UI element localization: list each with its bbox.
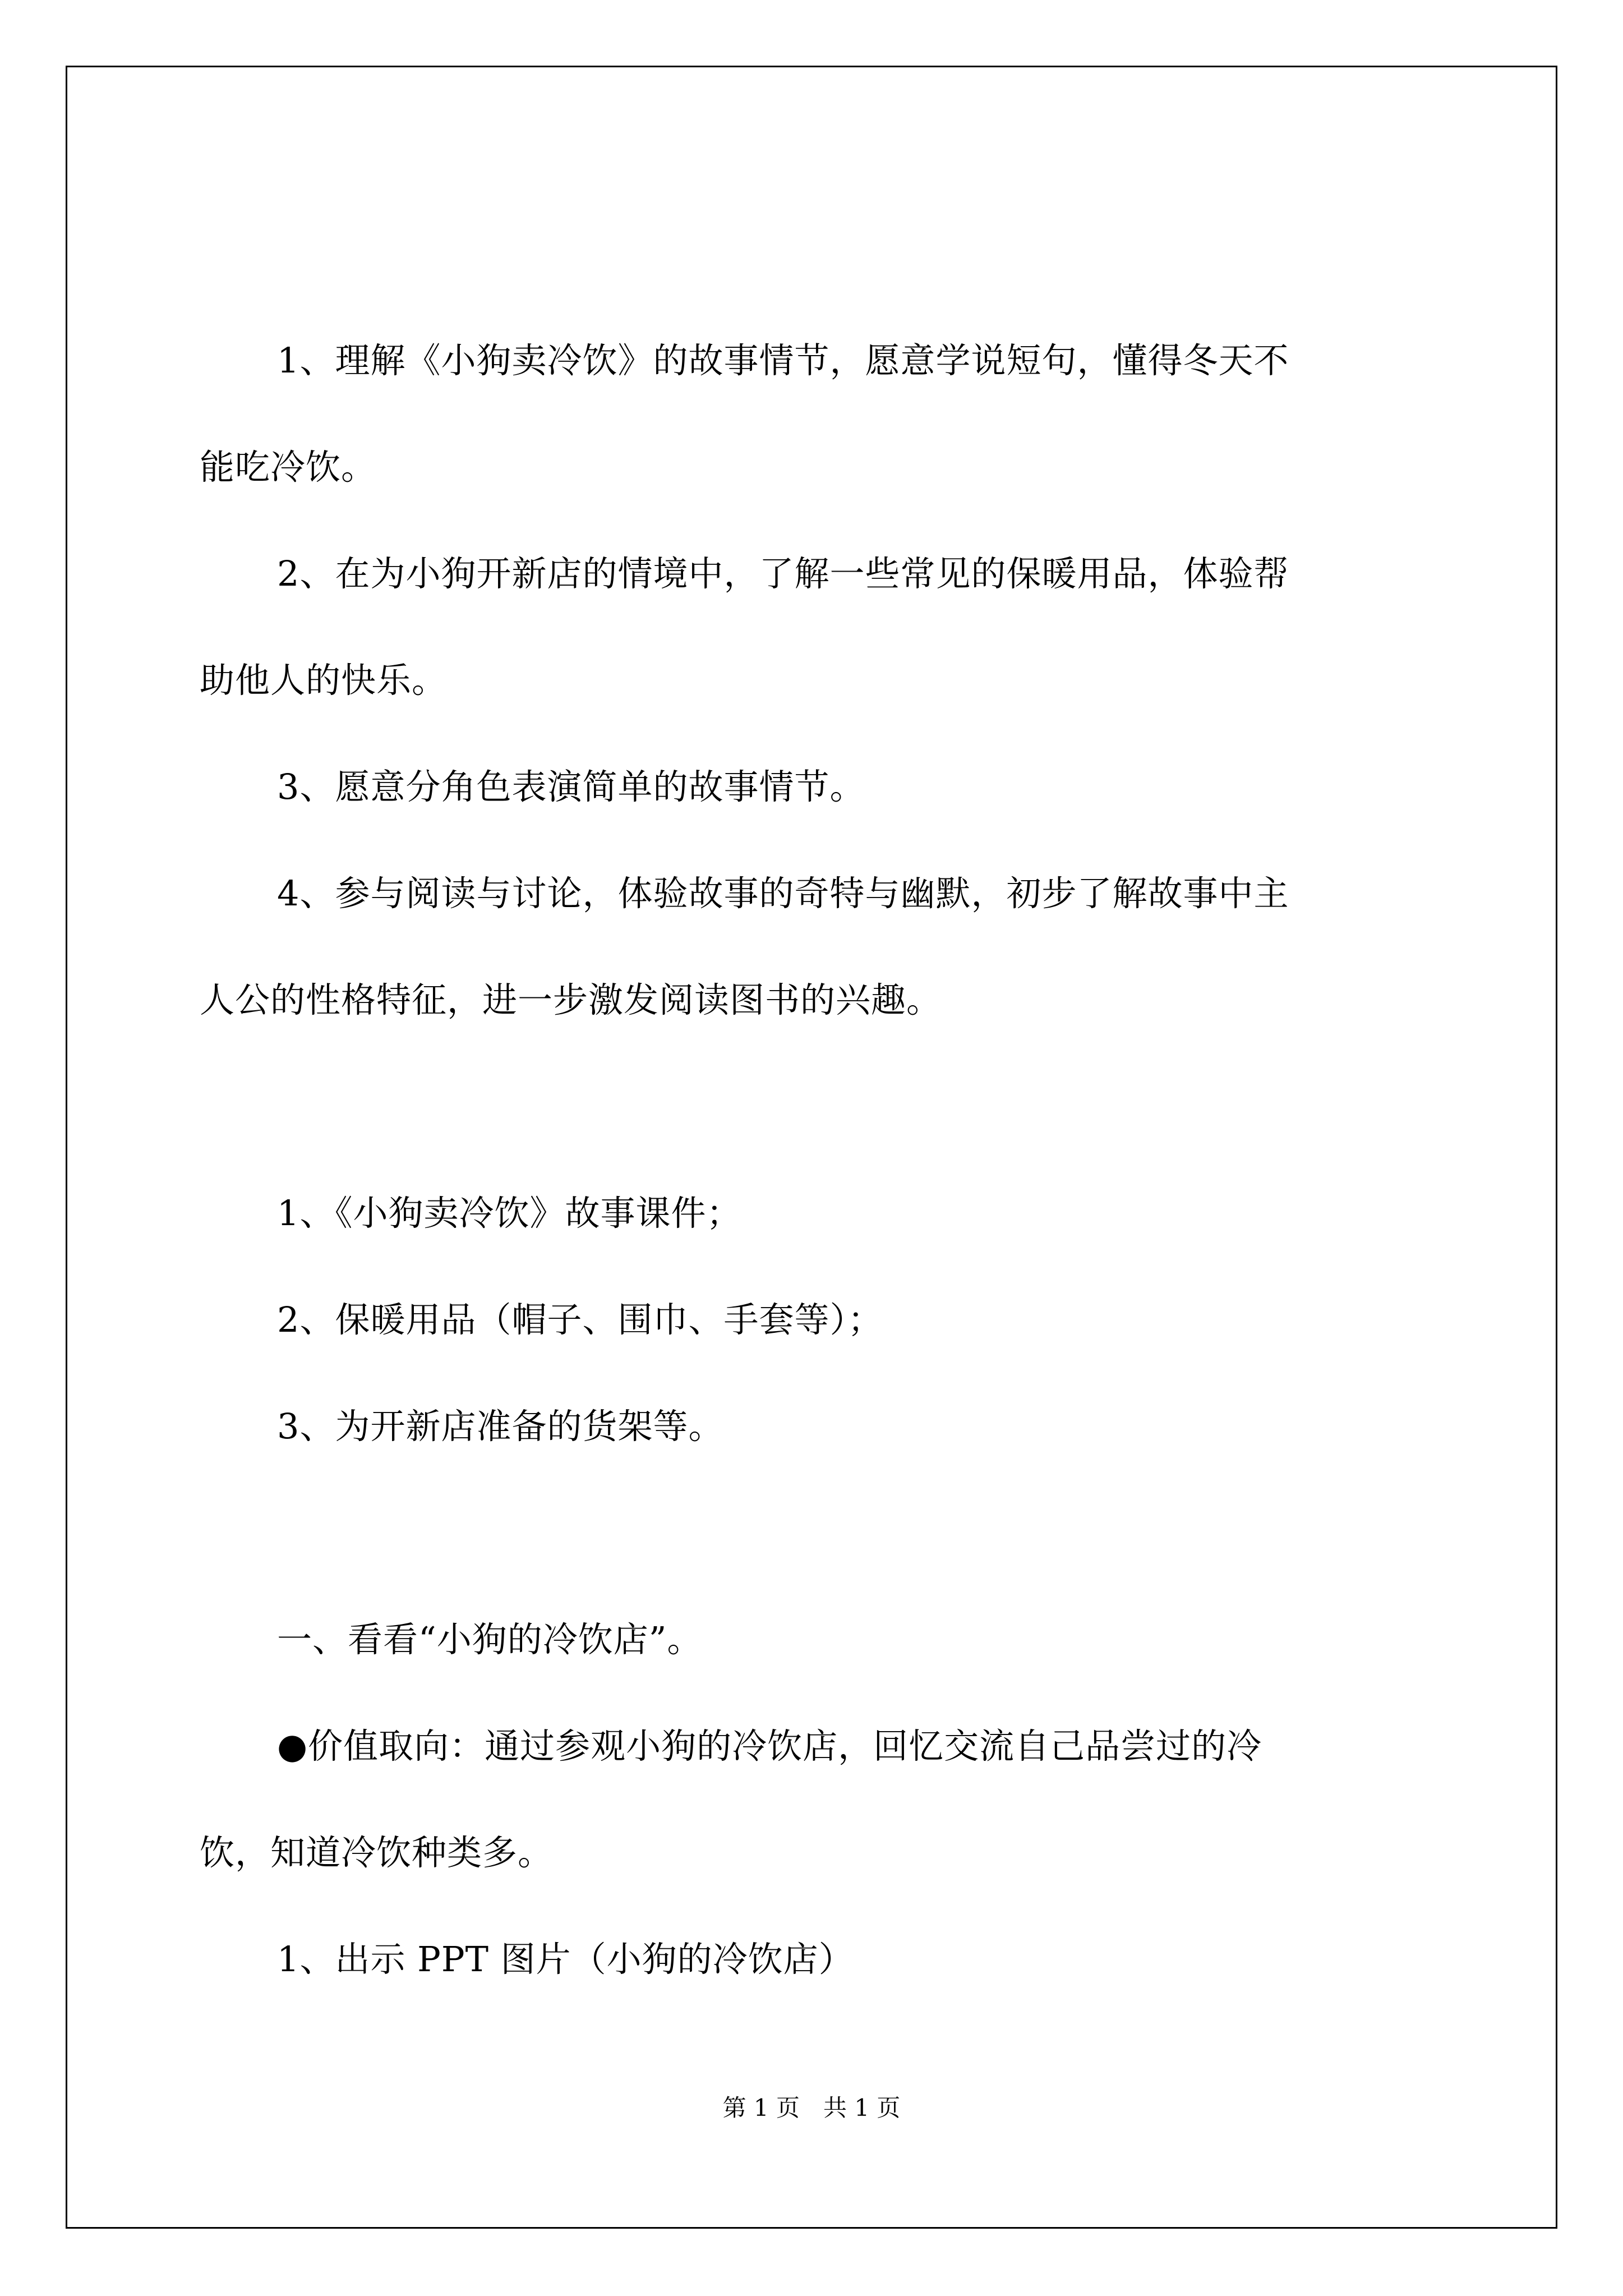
preparation-item-2: 2、保暖用品（帽子、围巾、手套等）； <box>277 1299 883 1340</box>
preparation-item-1: 1、《小狗卖冷饮》故事课件； <box>277 1193 742 1234</box>
process-item-1: 1、出示 PPT 图片（小狗的冷饮店） <box>277 1939 854 1980</box>
preparation-item-3: 3、为开新店准备的货架等。 <box>277 1406 724 1447</box>
goal-4-line-2: 人公的性格特征，进一步激发阅读图书的兴趣。 <box>200 979 942 1020</box>
goal-2-line-2: 助他人的快乐。 <box>200 660 448 701</box>
goal-1-line-1: 1、理解《小狗卖冷饮》的故事情节，愿意学说短句，懂得冬天不 <box>277 340 1289 381</box>
page-number-footer: 第 1 页 共 1 页 <box>722 2094 901 2122</box>
goal-3-line-1: 3、愿意分角色表演简单的故事情节。 <box>277 766 865 807</box>
value-orientation-line-1: ●价值取向：通过参观小狗的冷饮店，回忆交流自己品尝过的冷 <box>277 1726 1262 1766</box>
goal-2-line-1: 2、在为小狗开新店的情境中，了解一些常见的保暖用品，体验帮 <box>277 553 1289 594</box>
goal-1-line-2: 能吃冷饮。 <box>200 447 377 487</box>
goal-4-line-1: 4、参与阅读与讨论，体验故事的奇特与幽默，初步了解故事中主 <box>277 873 1289 914</box>
process-step-title: 一、看看“小狗的冷饮店”。 <box>277 1619 703 1660</box>
value-orientation-line-2: 饮，知道冷饮种类多。 <box>200 1832 554 1873</box>
